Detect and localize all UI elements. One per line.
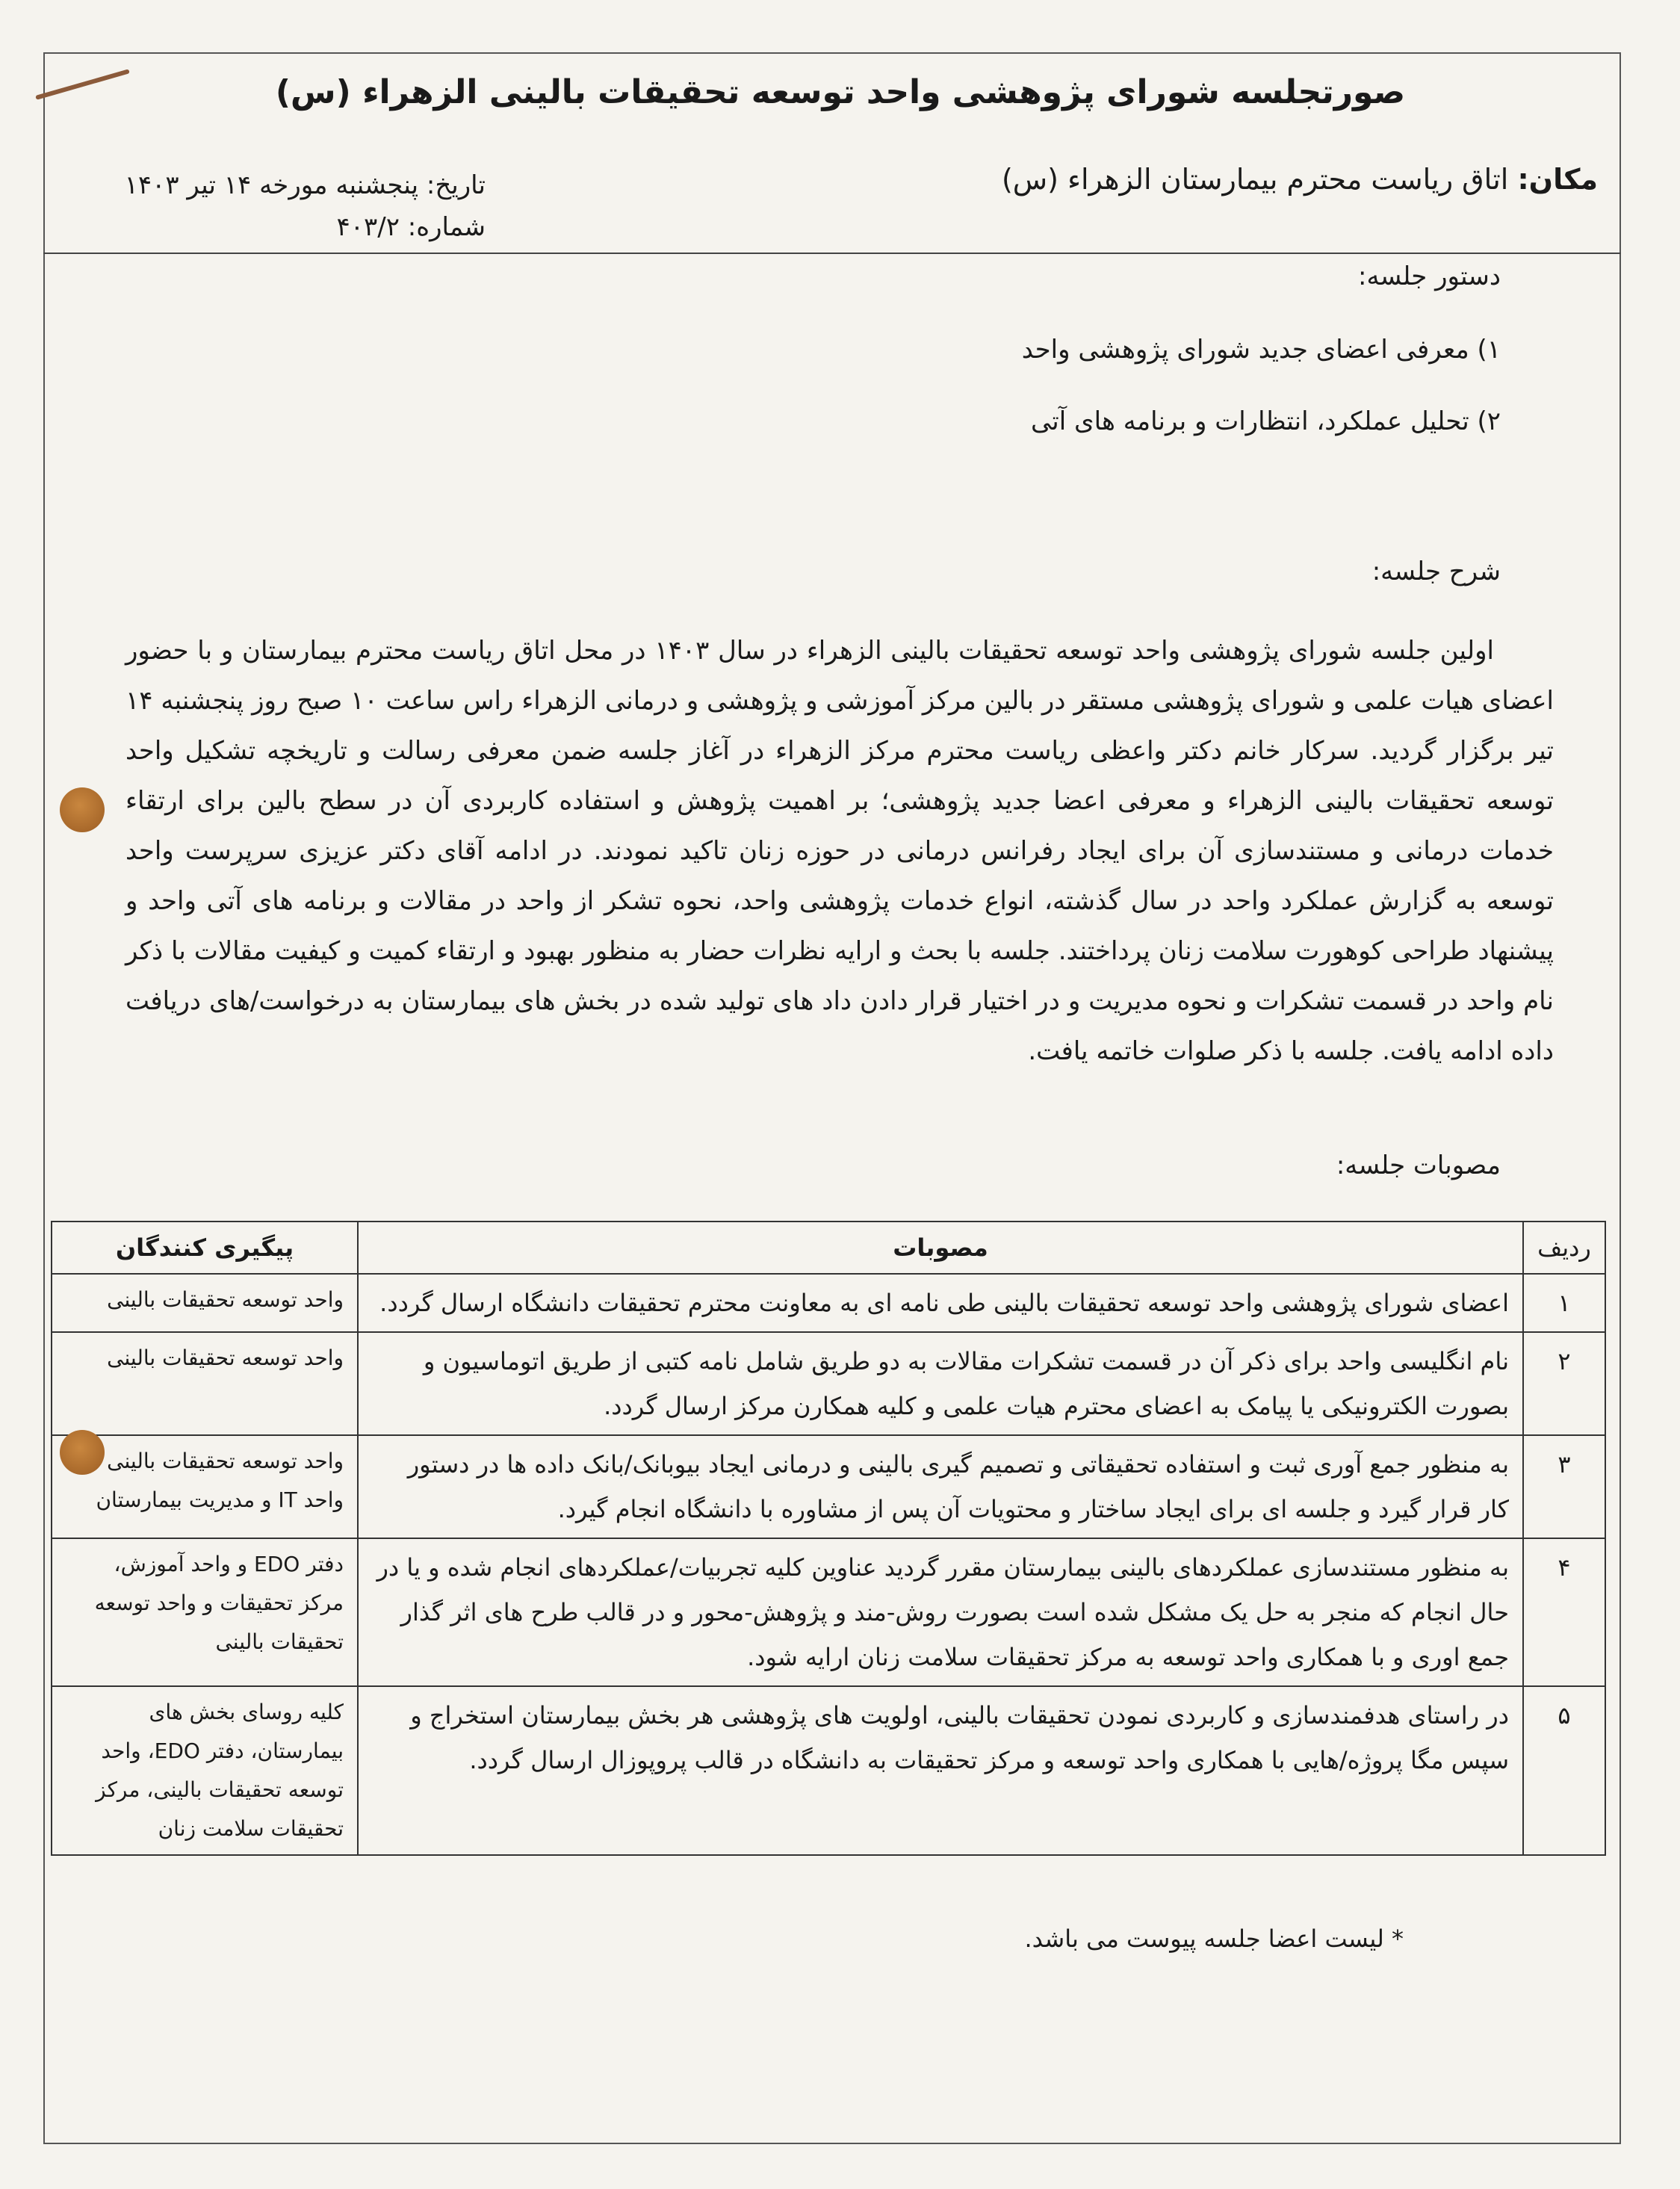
resolution-text: اعضای شورای پژوهشی واحد توسعه تحقیقات بالینی طی نامه ای به معاونت محترم تحقیقات دانشگاه ارسال گردد. (358, 1274, 1523, 1332)
followup-text: واحد توسعه تحقیقات بالینی (52, 1274, 358, 1332)
followup-text: واحد توسعه تحقیقات بالینی (52, 1332, 358, 1435)
table-row (52, 1332, 1605, 1435)
place-value: اتاق ریاست محترم بیمارستان الزهراء (س) (1001, 163, 1509, 196)
document-title: صورتجلسه شورای پژوهشی واحد توسعه تحقیقات بالینی الزهراء (س) (275, 73, 1406, 111)
table-row (52, 1435, 1605, 1538)
description-heading: شرح جلسه: (1371, 557, 1501, 586)
header-divider (43, 253, 1621, 254)
row-number: ۵ (1523, 1686, 1605, 1855)
resolutions-heading: مصوبات جلسه: (1336, 1151, 1501, 1180)
table-row (52, 1686, 1605, 1855)
resolution-text: به منظور جمع آوری ثبت و استفاده تحقیقاتی و تصمیم گیری بالینی و درمانی ایجاد بیوبانک/بانک داده ها در دستور کار قرار گیرد و جلسه ای برای ایجاد ساختار و محتویات آن پس از مشاوره با دانشگاه انجام گیرد. (358, 1435, 1523, 1538)
punch-hole (60, 1430, 105, 1475)
punch-hole (60, 787, 105, 832)
followup-text: کلیه روسای بخش های بیمارستان، دفتر EDO، واحد توسعه تحقیقات بالینی، مرکز تحقیقات سلامت زنان (52, 1686, 358, 1855)
resolution-text: نام انگلیسی واحد برای ذکر آن در قسمت تشکرات مقالات به دو طریق شامل نامه کتبی از طریق اتوماسیون و بصورت الکترونیکی یا پیامک به اعضای محترم هیات علمی و کلیه همکارن مرکز ارسال گردد. (358, 1332, 1523, 1435)
header-resolution: مصوبات (358, 1222, 1523, 1274)
row-number: ۴ (1523, 1538, 1605, 1686)
resolutions-table (51, 1221, 1606, 1856)
meeting-date: تاریخ: پنجشنبه مورخه ۱۴ تیر ۱۴۰۳ (124, 170, 486, 200)
followup-text: واحد توسعه تحقیقات بالینی واحد IT و مدیریت بیمارستان (52, 1435, 358, 1538)
row-number: ۳ (1523, 1435, 1605, 1538)
header-row-no: ردیف (1523, 1222, 1605, 1274)
agenda-item: ۱) معرفی اعضای جدید شورای پژوهشی واحد (1021, 335, 1501, 365)
place-label: مکان: (1517, 163, 1598, 196)
table-row (52, 1538, 1605, 1686)
agenda-heading: دستور جلسه: (1358, 261, 1501, 291)
row-number: ۲ (1523, 1332, 1605, 1435)
meeting-number: شماره: ۴۰۳/۲ (336, 212, 486, 242)
meeting-meta (97, 164, 486, 248)
footnote: * لیست اعضا جلسه پیوست می باشد. (1024, 1925, 1404, 1953)
row-number: ۱ (1523, 1274, 1605, 1332)
meeting-place (1002, 163, 1598, 196)
followup-text: دفتر EDO و واحد آموزش، مرکز تحقیقات و واحد توسعه تحقیقات بالینی (52, 1538, 358, 1686)
resolution-text: به منظور مستندسازی عملکردهای بالینی بیمارستان مقرر گردید عناوین کلیه تجربیات/عملکردهای انجام شده و یا در حال انجام که منجر به حل یک مشکل شده است بصورت روش-مند و پژوهش-محور و در قالب طرح های اثر گذار جمع اوری و با همکاری واحد توسعه به مرکز تحقیقات سلامت زنان ارایه شود. (358, 1538, 1523, 1686)
table-header-row (52, 1222, 1605, 1274)
meeting-description: اولین جلسه شورای پژوهشی واحد توسعه تحقیقات بالینی الزهراء در سال ۱۴۰۳ در محل اتاق ریاست محترم بیمارستان و با حضور اعضای هیات علمی و شورای پژوهشی مستقر در بالین مرکز آموزشی و پژوهشی و درمانی الزهراء راس ساعت ۱۰ صبح روز پنجشنبه ۱۴ تیر برگزار گردید. سرکار خانم دکتر واعظی ریاست محترم مرکز الزهراء در آغاز جلسه ضمن معرفی رسالت و تاریخچه تشکیل واحد توسعه تحقیقات بالینی الزهراء و معرفی اعضا جدید پژوهشی؛ بر اهمیت پژوهش و استفاده کاربردی آن در سطح بالین برای ارتقاء خدمات درمانی و مستندسازی آن برای ایجاد رفرانس درمانی در حوزه زنان تاکید نمودند. در ادامه آقای دکتر عزیزی سرپرست واحد توسعه به گزارش عملکرد واحد در سال گذشته، انواع خدمات پژوهشی واحد، نحوه تشکر از واحد در مقالات و برنامه های آتی واحد و پیشنهاد طراحی کوهورت سلامت زنان پرداختند. جلسه با بحث و ارایه نظرات حضار به منظور بهبود و ارتقاء کمیت و کیفیت مقالات با ذکر نام واحد در قسمت تشکرات و نحوه مدیریت و در اختیار قرار دادن داد های تولید شده در بخش های بیمارستان به درخواست/های دریافت داده ادامه یافت. جلسه با ذکر صلوات خاتمه یافت. (125, 636, 1554, 1066)
resolution-text: در راستای هدفمندسازی و کاربردی نمودن تحقیقات بالینی، اولویت های پژوهشی هر بخش بیمارستان استخراج و سپس مگا پروژه/هایی با همکاری واحد توسعه و مرکز تحقیقات به دانشگاه در قالب پروپوزال ارسال گردد. (358, 1686, 1523, 1855)
agenda-item: ۲) تحلیل عملکرد، انتظارات و برنامه های آتی (1030, 406, 1501, 436)
table-row (52, 1274, 1605, 1332)
header-followup: پیگیری کنندگان (52, 1222, 358, 1274)
